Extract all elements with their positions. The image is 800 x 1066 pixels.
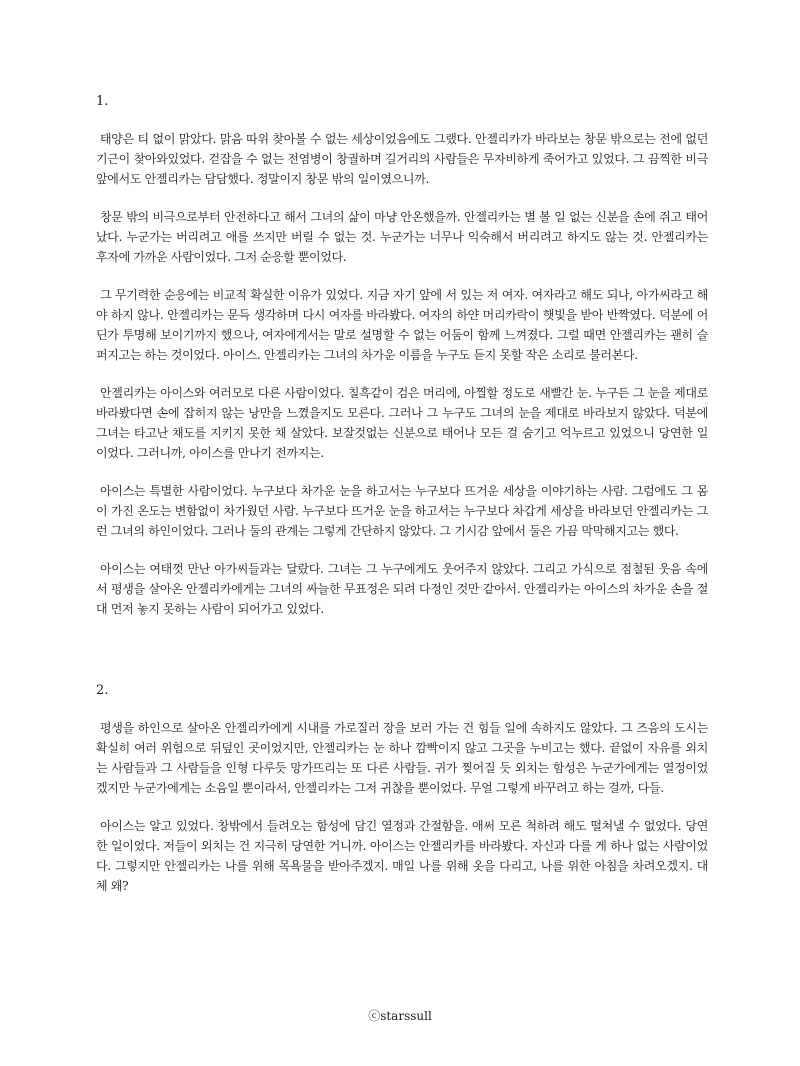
paragraph: 그 무기력한 순응에는 비교적 확실한 이유가 있었다. 지금 자기 앞에 서 있는 저 여자. 여자라고 해도 되나, 아가씨라고 해야 하지 않나. 안젤리카는 문득 생각하며 다시 여자를 바라봤다. 여자의 하얀 머리카락이 햇빛을 받아 반짝였다. 덕분에 어딘가 투명해 보이기까지 했으나, 여자에게서는 말로 설명할 수 없는 어둠이 함께 느껴졌다. 그럴 때면 안젤리카는 괜히 슬퍼지고는 하는 것이었다. 아이스. 안젤리카는 그녀의 차가운 이름을 누구도 듣지 못할 작은 소리로 불러본다. [96, 288, 708, 362]
paragraph: 태양은 티 없이 맑았다. 맑음 따위 찾아볼 수 없는 세상이었음에도 그랬다. 안젤리카가 바라보는 창문 밖으로는 전에 없던 기근이 찾아와있었다. 걷잡을 수 없는 전염병이 창궐하며 길거리의 사람들은 무자비하게 죽어가고 있었다. 그 끔찍한 비극 앞에서도 안젤리카는 담담했다. 정말이지 창문 밖의 일이였으니까. [96, 132, 708, 186]
section-1 [96, 92, 708, 637]
paragraph: 창문 밖의 비극으로부터 안전하다고 해서 그녀의 삶이 마냥 안온했을까. 안젤리카는 별 볼 일 없는 신분을 손에 쥐고 태어났다. 누군가는 버리려고 애를 쓰지만 버릴 수 없는 것. 누군가는 너무나 익숙해서 버리려고 하지도 않는 것. 안젤리카는 후자에 가까운 사람이었다. 그저 순응할 뿐이었다. [96, 210, 708, 264]
paragraph: 평생을 하인으로 살아온 안젤리카에게 시내를 가로질러 장을 보러 가는 건 힘들 일에 속하지도 않았다. 그 즈음의 도시는 확실히 여러 위험으로 뒤덮인 곳이었지만, 안젤리카는 눈 하나 깜빡이지 않고 그곳을 누비고는 했다. 끝없이 자유를 외치는 사람들과 그 사람들을 인형 다루듯 망가뜨리는 또 다른 사람들. 귀가 찢어질 듯 외치는 함성은 누군가에게는 열정이었겠지만 누군가에게는 소음일 뿐이라서, 안젤리카는 그저 귀찮을 뿐이었다. 무얼 그렇게 바꾸려고 하는 걸까, 다들. [96, 721, 708, 795]
section-heading: 2. [96, 683, 109, 698]
paragraph: 아이스는 알고 있었다. 창밖에서 들려오는 함성에 담긴 열정과 간절함을. 애써 모른 척하려 해도 떨쳐낼 수 없었다. 당연한 일이었다. 저들이 외치는 건 지극히 당연한 거니까. 아이스는 안젤리카를 바라봤다. 자신과 다를 게 하나 없는 사람이었다. 그렇지만 안젤리카는 나를 위해 목욕물을 받아주겠지. 매일 나를 위해 옷을 다리고, 나를 위한 아침을 차려오겠지. 대체 왜? [96, 819, 708, 893]
paragraph: 안젤리카는 아이스와 여러모로 다른 사람이었다. 칠흑같이 검은 머리에, 아찔할 정도로 새빨간 눈. 누구든 그 눈을 제대로 바라봤다면 손에 잡히지 않는 낭만을 느꼈을지도 모른다. 그러나 그 누구도 그녀의 눈을 제대로 바라보지 않았다. 덕분에 그녀는 타고난 채도를 지키지 못한 채 살았다. 보잘것없는 신분으로 태어나 모든 걸 숨기고 억누르고 있었으니 당연한 일이었다. 그러니까, 아이스를 만나기 전까지는. [96, 386, 708, 460]
section-2 [96, 681, 708, 914]
paragraph: 아이스는 특별한 사람이었다. 누구보다 차가운 눈을 하고서는 누구보다 뜨거운 세상을 이야기하는 사람. 그럼에도 그 몸이 가진 온도는 변함없이 차가웠던 사람. 누구보다 뜨거운 눈을 하고서는 누구보다 차갑게 세상을 바라보던 안젤리카는 그런 그녀의 하인이었다. 그러나 둘의 관계는 그렇게 간단하지 않았다. 그 기시감 앞에서 둘은 가끔 막막해지고는 했다. [96, 484, 708, 538]
copyright-footer: ⓒstarssull [368, 1009, 432, 1023]
paragraph: 아이스는 여태껏 만난 아가씨들과는 달랐다. 그녀는 그 누구에게도 웃어주지 않았다. 그리고 가식으로 점철된 웃음 속에서 평생을 살아온 안젤리카에게는 그녀의 싸늘한 무표정은 되려 다정인 것만 같아서. 안젤리카는 아이스의 차가운 손을 절대 먼저 놓지 못하는 사람이 되어가고 있었다. [96, 562, 708, 616]
section-heading: 1. [96, 94, 109, 109]
